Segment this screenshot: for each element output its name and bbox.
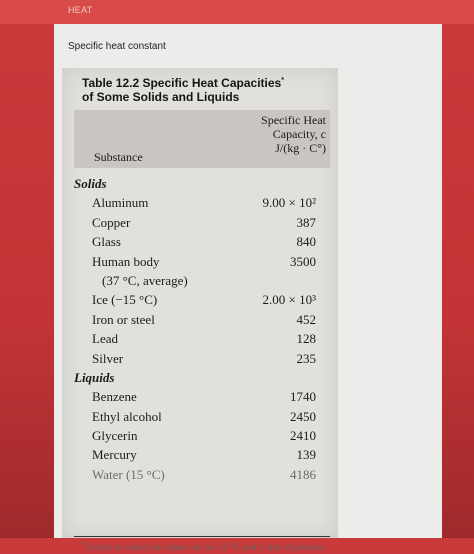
row-value: 840 bbox=[296, 234, 316, 250]
column-header-line-1: Specific Heat bbox=[261, 113, 326, 127]
table-row bbox=[74, 426, 330, 445]
row-name: Copper bbox=[92, 214, 131, 230]
table-row bbox=[74, 387, 330, 406]
table-row bbox=[74, 252, 330, 271]
row-name: Ethyl alcohol bbox=[92, 408, 162, 424]
card-title: Specific heat constant bbox=[68, 41, 166, 52]
column-header-line-3: J/(kg · C°) bbox=[275, 141, 326, 155]
table-photo bbox=[62, 68, 338, 553]
row-name: Liquids bbox=[74, 369, 115, 385]
table-caption bbox=[82, 76, 284, 104]
column-header-substance: Substance bbox=[94, 150, 143, 164]
row-name: Mercury bbox=[92, 447, 137, 463]
table-row bbox=[74, 271, 330, 290]
row-name: Benzene bbox=[92, 389, 137, 405]
table-bottom-rule bbox=[74, 536, 330, 537]
row-value: 1740 bbox=[290, 389, 316, 405]
row-name: Glycerin bbox=[92, 428, 138, 444]
row-value: 2.00 × 10³ bbox=[262, 292, 316, 308]
top-bar bbox=[0, 0, 474, 24]
table-header bbox=[74, 110, 330, 168]
row-value: 4186 bbox=[290, 466, 316, 482]
row-value: 2410 bbox=[290, 428, 316, 444]
row-name: Water (15 °C) bbox=[92, 466, 165, 482]
column-header-specific-heat bbox=[194, 113, 326, 155]
table-row bbox=[74, 465, 330, 484]
table-row bbox=[74, 407, 330, 426]
footnote-text: Except as noted, the values are for 25 °C and 1 atm of pressure. bbox=[85, 543, 327, 553]
row-name: Silver bbox=[92, 350, 124, 366]
footnote-mark: * bbox=[82, 539, 86, 548]
table-row bbox=[74, 213, 330, 232]
group-row bbox=[74, 368, 330, 387]
table-row bbox=[74, 349, 330, 368]
row-name: Aluminum bbox=[92, 195, 149, 211]
row-name: Ice (−15 °C) bbox=[92, 292, 158, 308]
caption-line-1: Table 12.2 Specific Heat Capacities bbox=[82, 76, 282, 90]
caption-line-2: of Some Solids and Liquids bbox=[82, 90, 240, 104]
row-name: Solids bbox=[74, 176, 107, 191]
row-name: Glass bbox=[92, 234, 121, 250]
row-value: 235 bbox=[296, 350, 316, 366]
caption-footnote-mark: * bbox=[281, 77, 284, 84]
row-value: 387 bbox=[296, 214, 316, 230]
row-value: 9.00 × 10² bbox=[262, 195, 316, 211]
content-card bbox=[54, 24, 442, 553]
row-value: 3500 bbox=[290, 253, 316, 269]
header-label: HEAT bbox=[68, 5, 93, 15]
table-row bbox=[74, 445, 330, 464]
table-row bbox=[74, 310, 330, 329]
table-row bbox=[74, 329, 330, 348]
column-header-line-2: Capacity, c bbox=[272, 127, 326, 141]
row-value: 2450 bbox=[290, 408, 316, 424]
table-row bbox=[74, 193, 330, 212]
table-footnote bbox=[82, 539, 332, 554]
row-name: Lead bbox=[92, 331, 118, 347]
table-row bbox=[74, 290, 330, 309]
row-value: 139 bbox=[296, 447, 316, 463]
row-name: Iron or steel bbox=[92, 311, 155, 327]
row-value: 128 bbox=[296, 331, 316, 347]
table-body bbox=[74, 174, 330, 484]
table-row bbox=[74, 232, 330, 251]
row-name: Human body bbox=[92, 253, 160, 269]
group-row bbox=[74, 174, 330, 193]
row-name: (37 °C, average) bbox=[102, 272, 188, 288]
row-value: 452 bbox=[296, 311, 316, 327]
